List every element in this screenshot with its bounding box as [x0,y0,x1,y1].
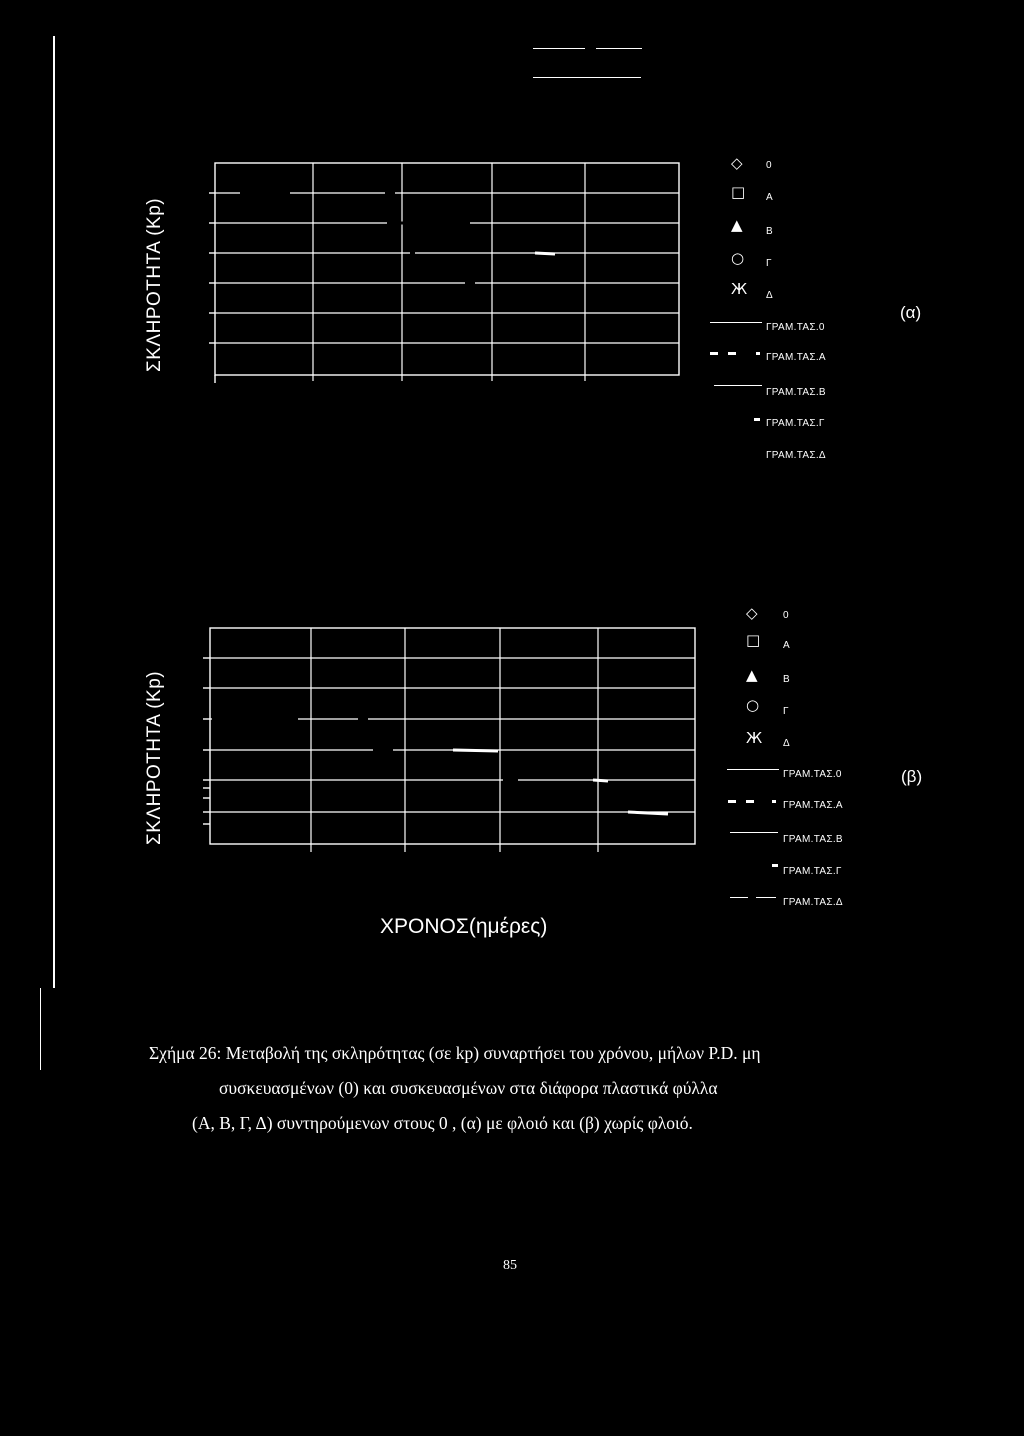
square-icon: □ [746,631,761,649]
chart-a-legend-line-dashed [756,352,760,355]
square-icon: □ [731,183,746,201]
page-number: 85 [503,1258,517,1273]
page-left-rule [53,36,55,988]
chart-b-legend-label: ΓΡΑΜ.ΤΑΣ.Α [783,800,843,811]
chart-b-horizontal-grid [210,658,695,812]
chart-b-legend-label: ΓΡΑΜ.ΤΑΣ.0 [783,769,842,780]
figure-caption-line-3: (Α, Β, Γ, Δ) συντηρούμενων στους 0 , (α) με φλοιό και (β) χωρίς φλοιό. [192,1113,693,1133]
chart-a-legend-label: ΓΡΑΜ.ΤΑΣ.Γ [766,418,825,429]
chart-b-legend-line-solid [727,769,779,770]
top-rule [533,77,641,78]
chart-b-legend-label: 0 [783,610,789,621]
asterisk-icon: Ж [731,280,748,298]
chart-b-legend-label: ΓΡΑΜ.ΤΑΣ.Δ [783,897,843,908]
chart-b-y-ticks [203,658,210,824]
circle-icon: ○ [746,696,760,714]
chart-a-y-ticks [209,193,215,343]
chart-a-legend-line-solid [714,385,762,386]
chart-b-legend-line-dashed [756,897,776,898]
chart-a-panel-label: (α) [900,303,922,322]
chart-b-legend-label: Β [783,674,790,685]
chart-b-legend-line-dashed [772,800,776,803]
figure-caption-line-2: συσκευασμένων (0) και συσκευασμένων στα διάφορα πλαστικά φύλλα [219,1078,718,1098]
chart-b-legend-label: Γ [783,706,789,717]
chart-a-legend-label: 0 [766,160,772,171]
chart-b-legend-line-dashed [730,897,748,898]
chart-a-legend-label: ΓΡΑΜ.ΤΑΣ.Α [766,352,826,363]
chart-a-legend-label: Β [766,226,773,237]
chart-a-legend-label: ΓΡΑΜ.ΤΑΣ.Β [766,387,826,398]
triangle-icon: ▲ [746,666,758,684]
chart-b-vertical-grid [311,628,598,852]
chart-a-vertical-grid [313,163,585,381]
chart-b-legend-line-dashed [746,800,754,803]
chart-b-legend-line-short [772,864,778,867]
page-left-rule-lower [40,988,41,1070]
chart-b-x-axis-label: ΧΡΟΝΟΣ(ημέρες) [380,915,548,938]
chart-b-legend-label: Δ [783,738,790,749]
top-dash-1 [533,48,585,49]
chart-a-plot [205,155,685,385]
chart-a-legend-line-dashed [710,352,718,355]
triangle-icon: ▲ [731,216,743,234]
diamond-icon: ◇ [731,154,743,172]
chart-b-dashed-segments [212,719,668,814]
chart-b-panel-label: (β) [901,767,923,786]
chart-a-legend-line-dashed [728,352,736,355]
chart-a-legend-line-solid [710,322,762,323]
chart-a-legend-label: Δ [766,290,773,301]
chart-b-plot [198,620,703,860]
chart-a-legend-label: ΓΡΑΜ.ΤΑΣ.Δ [766,450,826,461]
chart-b-y-axis-label: ΣΚΛΗΡΟΤΗΤΑ (Kp) [144,670,165,845]
chart-a-dashed-segments [240,193,555,283]
chart-b-legend-line-dashed [728,800,736,803]
chart-a-horizontal-grid [215,193,679,343]
figure-caption-line-1: Σχήμα 26: Μεταβολή της σκληρότητας (σε kp) συναρτήσει του χρόνου, μήλων P.D. μη [149,1043,761,1063]
chart-b-legend-line-solid [730,832,778,833]
chart-a-legend-line-short [754,418,760,421]
chart-b-legend-label: ΓΡΑΜ.ΤΑΣ.Β [783,834,843,845]
chart-a-legend-label: Γ [766,258,772,269]
chart-a-legend-label: Α [766,192,773,203]
chart-b-legend-label: ΓΡΑΜ.ΤΑΣ.Γ [783,866,842,877]
chart-b-legend-label: Α [783,640,790,651]
asterisk-icon: Ж [746,729,763,747]
chart-a-legend-label: ΓΡΑΜ.ΤΑΣ.0 [766,322,825,333]
diamond-icon: ◇ [746,604,758,622]
top-dash-2 [596,48,642,49]
chart-a-y-axis-label: ΣΚΛΗΡΟΤΗΤΑ (Kp) [144,197,165,372]
circle-icon: ○ [731,249,745,267]
